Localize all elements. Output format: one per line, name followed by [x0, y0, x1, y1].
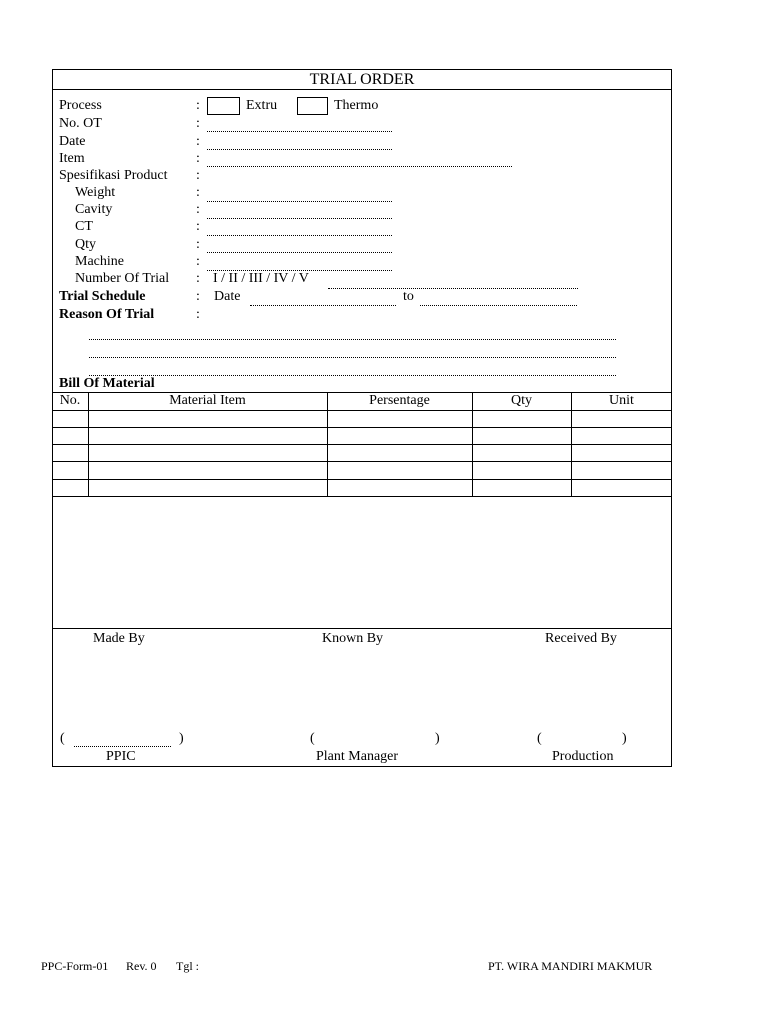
received-by-label: Received By — [545, 631, 617, 646]
bom-header-no: No. — [59, 393, 81, 408]
reason-line-2[interactable] — [89, 357, 616, 358]
production-signature-field[interactable] — [545, 731, 617, 747]
process-label: Process — [59, 98, 102, 113]
trial-schedule-label: Trial Schedule — [59, 289, 146, 304]
paren-close: ) — [435, 731, 440, 746]
table-row[interactable] — [53, 462, 671, 478]
plant-manager-label: Plant Manager — [316, 749, 399, 764]
bom-header-unit: Unit — [609, 393, 634, 408]
form-title: TRIAL ORDER — [309, 71, 415, 88]
colon: : — [196, 307, 200, 322]
title-divider — [52, 89, 672, 90]
ppic-label: PPIC — [106, 749, 136, 764]
table-row[interactable] — [53, 445, 671, 460]
ppic-signature-field[interactable] — [74, 746, 171, 747]
colon: : — [196, 219, 200, 234]
schedule-to-label: to — [403, 289, 414, 304]
thermo-label: Thermo — [334, 98, 379, 113]
number-of-trial-field[interactable] — [328, 288, 578, 289]
extru-label: Extru — [246, 98, 278, 113]
bom-header-persentage: Persentage — [369, 393, 430, 408]
colon: : — [196, 271, 200, 286]
table-row[interactable] — [53, 428, 671, 443]
paren-close: ) — [179, 731, 184, 746]
ct-field[interactable] — [207, 235, 392, 236]
no-ot-label: No. OT — [59, 116, 102, 131]
no-ot-field[interactable] — [207, 131, 392, 132]
signature-divider — [52, 628, 672, 629]
made-by-label: Made By — [93, 631, 145, 646]
colon: : — [196, 185, 200, 200]
thermo-checkbox[interactable] — [297, 97, 328, 115]
colon: : — [196, 202, 200, 217]
qty-field[interactable] — [207, 252, 392, 253]
plant-manager-signature-field[interactable] — [318, 731, 430, 747]
number-of-trial-label: Number Of Trial — [75, 271, 170, 286]
extru-checkbox[interactable] — [207, 97, 240, 115]
colon: : — [196, 134, 200, 149]
date-field[interactable] — [207, 149, 392, 150]
known-by-label: Known By — [322, 631, 384, 646]
form-code: PPC-Form-01 — [41, 959, 109, 973]
tgl-label: Tgl : — [176, 959, 199, 973]
schedule-date-label: Date — [214, 289, 241, 304]
colon: : — [196, 289, 200, 304]
paren-open: ( — [60, 731, 65, 746]
spec-label: Spesifikasi Product — [59, 168, 168, 183]
weight-label: Weight — [75, 185, 116, 200]
paren-open: ( — [310, 731, 315, 746]
table-row[interactable] — [53, 411, 671, 426]
schedule-start-field[interactable] — [250, 305, 396, 306]
reason-line-3[interactable] — [89, 375, 616, 376]
colon: : — [196, 116, 200, 131]
cavity-label: Cavity — [75, 202, 113, 217]
colon: : — [196, 98, 200, 113]
paren-open: ( — [537, 731, 542, 746]
ct-label: CT — [75, 219, 93, 234]
colon: : — [196, 168, 200, 183]
company-name: PT. WIRA MANDIRI MAKMUR — [488, 959, 653, 973]
item-label: Item — [59, 151, 85, 166]
paren-close: ) — [622, 731, 627, 746]
weight-field[interactable] — [207, 201, 392, 202]
item-field[interactable] — [207, 166, 512, 167]
bom-header-material: Material Item — [169, 393, 246, 408]
trial-roman-options[interactable]: I / II / III / IV / V — [213, 271, 309, 286]
colon: : — [196, 237, 200, 252]
colon: : — [196, 254, 200, 269]
bom-header-qty: Qty — [511, 393, 532, 408]
table-row[interactable] — [53, 480, 671, 495]
reason-line-1[interactable] — [89, 339, 616, 340]
machine-label: Machine — [75, 254, 124, 269]
bom-title: Bill Of Material — [59, 376, 155, 391]
date-label: Date — [59, 134, 86, 149]
reason-label: Reason Of Trial — [59, 307, 155, 322]
colon: : — [196, 151, 200, 166]
bom-line — [52, 496, 672, 497]
qty-label: Qty — [75, 237, 96, 252]
cavity-field[interactable] — [207, 218, 392, 219]
schedule-end-field[interactable] — [420, 305, 577, 306]
revision: Rev. 0 — [126, 959, 157, 973]
production-label: Production — [552, 749, 614, 764]
